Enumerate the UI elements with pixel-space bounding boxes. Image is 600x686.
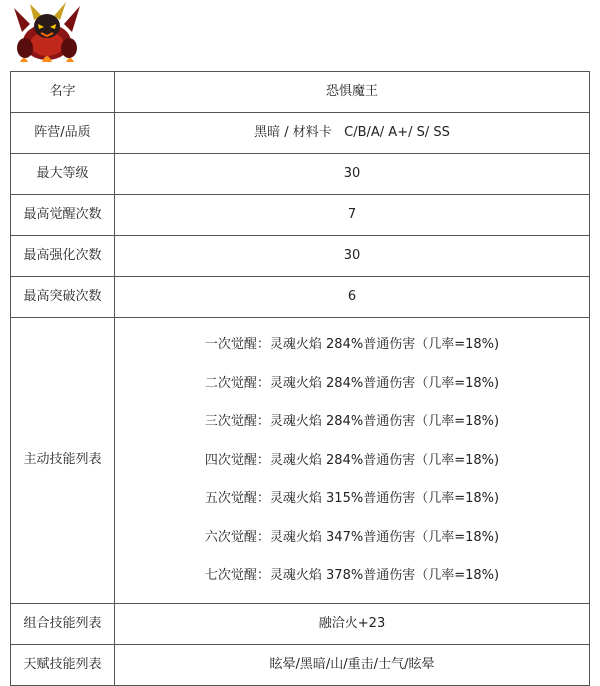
row-max-level [11,154,590,195]
skill-item: 四次觉醒：灵魂火焰 284%普通伤害（几率=18%) [204,452,500,468]
row-max-enhance [11,236,590,277]
row-label: 阵营/品质 [11,113,115,154]
demon-king-portrait [12,2,82,64]
row-talent-skills [11,644,590,685]
row-value: 眩晕/黑暗/山/重击/士气/眩晕 [115,644,590,685]
row-label: 最高强化次数 [11,236,115,277]
row-label: 最大等级 [11,154,115,195]
skill-item: 二次觉醒：灵魂火焰 284%普通伤害（几率=18%) [204,375,500,391]
row-label: 主动技能列表 [11,318,115,604]
row-label: 组合技能列表 [11,603,115,644]
skill-item: 三次觉醒：灵魂火焰 284%普通伤害（几率=18%) [204,414,500,429]
skill-list [115,318,590,604]
row-value: 黑暗 / 材料卡 C/B/A/ A+/ S/ SS [115,113,590,154]
row-faction-quality [11,113,590,154]
row-value: 6 [115,277,590,318]
row-active-skills [11,318,590,604]
row-max-breakthrough [11,277,590,318]
row-max-awaken [11,195,590,236]
row-name [11,72,590,113]
row-label: 最高突破次数 [11,277,115,318]
row-combo-skills [11,603,590,644]
info-table [10,71,590,686]
skill-item: 一次觉醒：灵魂火焰 284%普通伤害（几率=18%) [204,337,500,352]
row-value: 融洽火+23 [115,603,590,644]
skill-item: 六次觉醒：灵魂火焰 347%普通伤害（几率=18%) [204,529,500,545]
row-label: 最高觉醒次数 [11,195,115,236]
row-value: 30 [115,236,590,277]
row-value: 恐惧魔王 [115,72,590,113]
row-label: 名字 [11,72,115,113]
row-value: 30 [115,154,590,195]
skill-item: 五次觉醒：灵魂火焰 315%普通伤害（几率=18%) [204,491,500,506]
skill-item: 七次觉醒：灵魂火焰 378%普通伤害（几率=18%) [204,568,500,583]
row-label: 天赋技能列表 [11,644,115,685]
row-value: 7 [115,195,590,236]
